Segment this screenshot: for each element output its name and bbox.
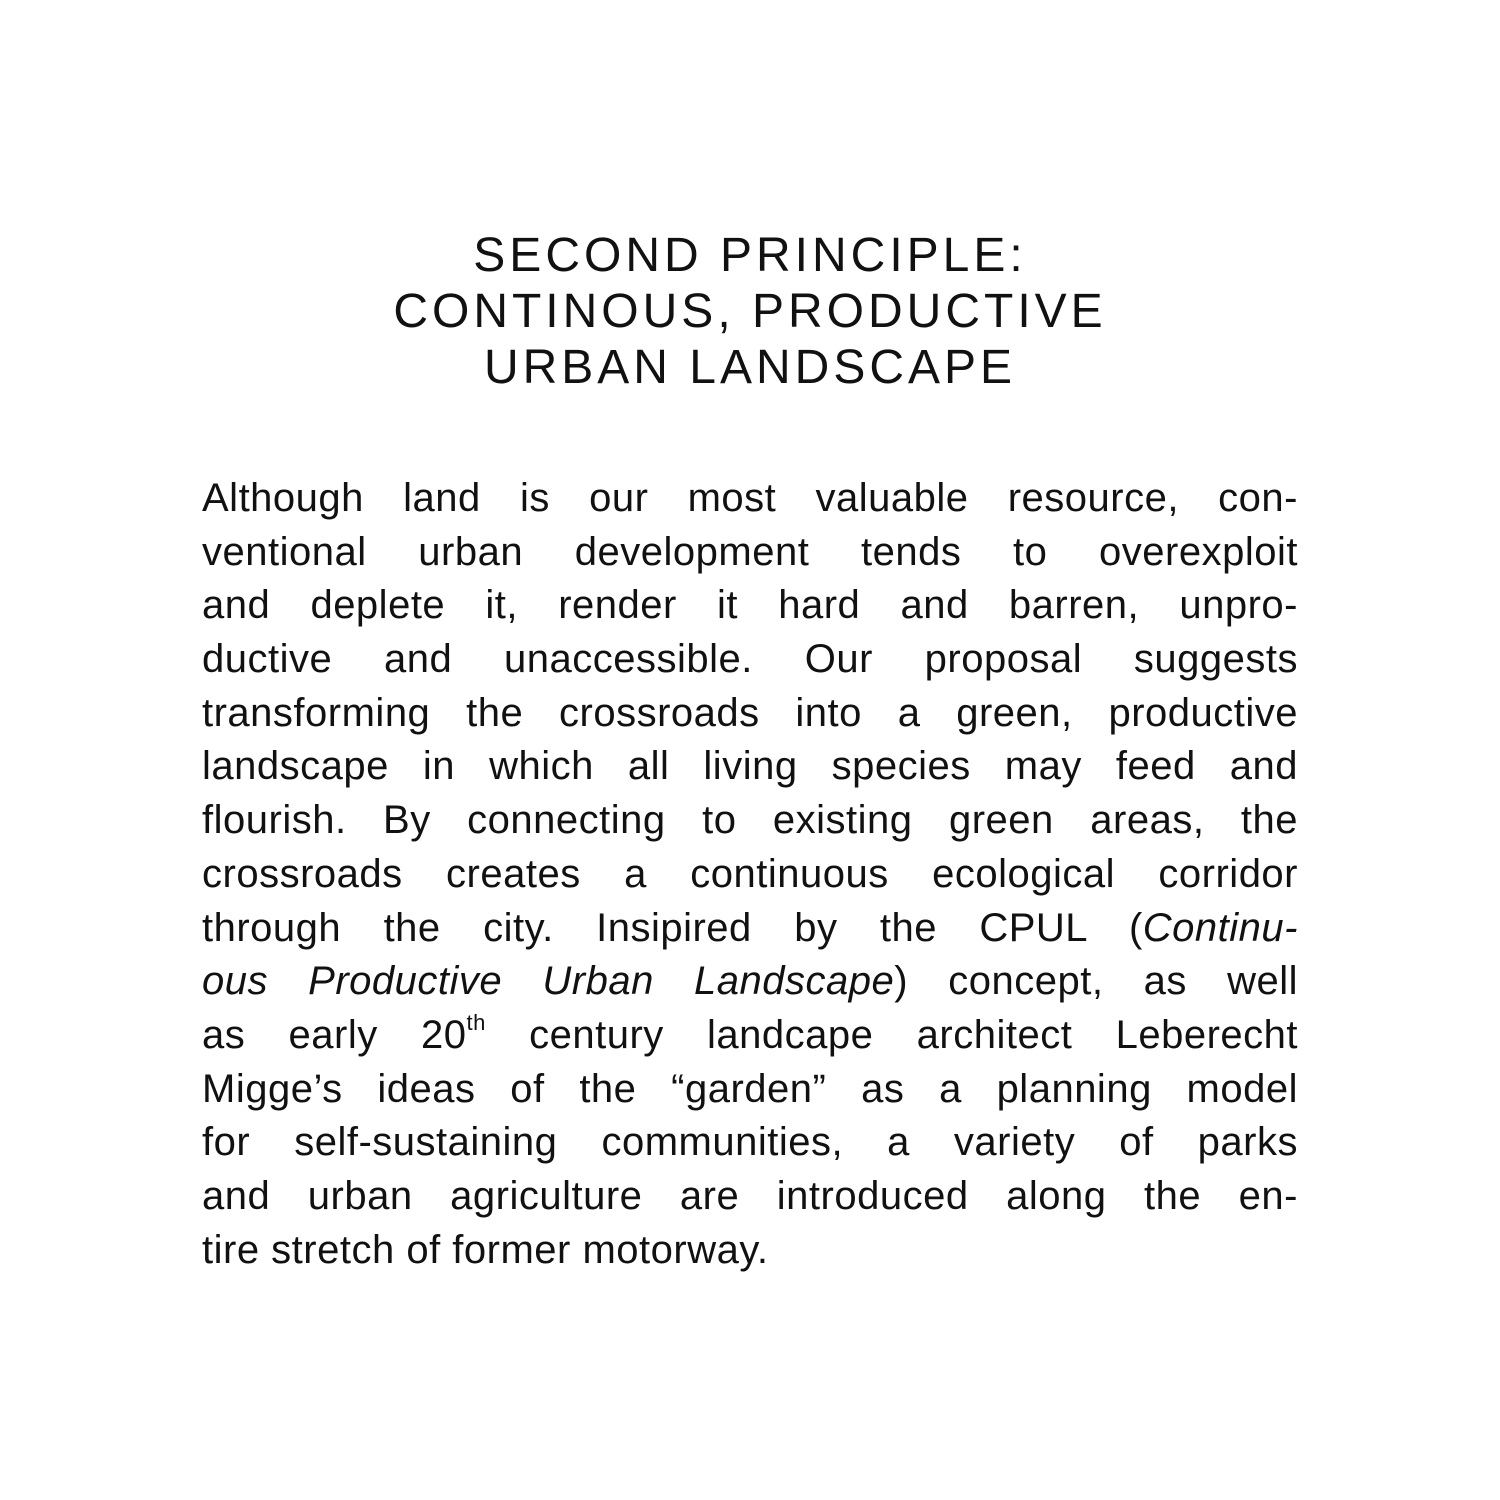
paragraph-line: flourish. By connecting to existing green areas, the: [202, 798, 1298, 843]
paragraph-line: [202, 1009, 1298, 1063]
ordinal-suffix: th: [466, 1009, 486, 1035]
paragraph-line: landscape in which all living species may feed and: [202, 744, 1298, 789]
paragraph-text: ) concept, as well: [894, 959, 1299, 1004]
paragraph-text: century landcape architect Leberecht: [485, 1012, 1298, 1057]
heading-line-3: URBAN LANDSCAPE: [483, 341, 1017, 394]
paragraph-text: as early 20: [202, 1012, 467, 1057]
paragraph-line: ventional urban development tends to overexploit: [202, 529, 1298, 574]
paragraph-line: transforming the crossroads into a green, productive: [202, 690, 1298, 735]
paragraph-line: tire stretch of former motorway.: [202, 1227, 769, 1272]
paragraph-line: and urban agriculture are introduced along the en-: [202, 1173, 1298, 1218]
italic-term: ous Productive Urban Landscape: [202, 959, 895, 1004]
paragraph-line: [202, 955, 1298, 1009]
paragraph-text: through the city. Insipired by the CPUL (: [202, 905, 1143, 950]
body-paragraph: [202, 472, 1298, 1277]
paragraph-line: and deplete it, render it hard and barren, unpro-: [202, 583, 1298, 628]
section-heading: [0, 228, 1500, 396]
heading-line-2: CONTINOUS, PRODUCTIVE: [393, 285, 1107, 338]
paragraph-line: Migge’s ideas of the “garden” as a planning model: [202, 1066, 1298, 1111]
paragraph-line: for self-sustaining communities, a variety of parks: [202, 1120, 1298, 1165]
italic-term: Continu-: [1142, 905, 1298, 950]
heading-line-1: SECOND PRINCIPLE:: [473, 229, 1027, 282]
paragraph-line: [202, 902, 1298, 956]
paragraph-line: Although land is our most valuable resource, con-: [202, 476, 1298, 520]
paragraph-line: crossroads creates a continuous ecological corridor: [202, 851, 1298, 896]
paragraph-line: ductive and unaccessible. Our proposal suggests: [202, 637, 1298, 682]
